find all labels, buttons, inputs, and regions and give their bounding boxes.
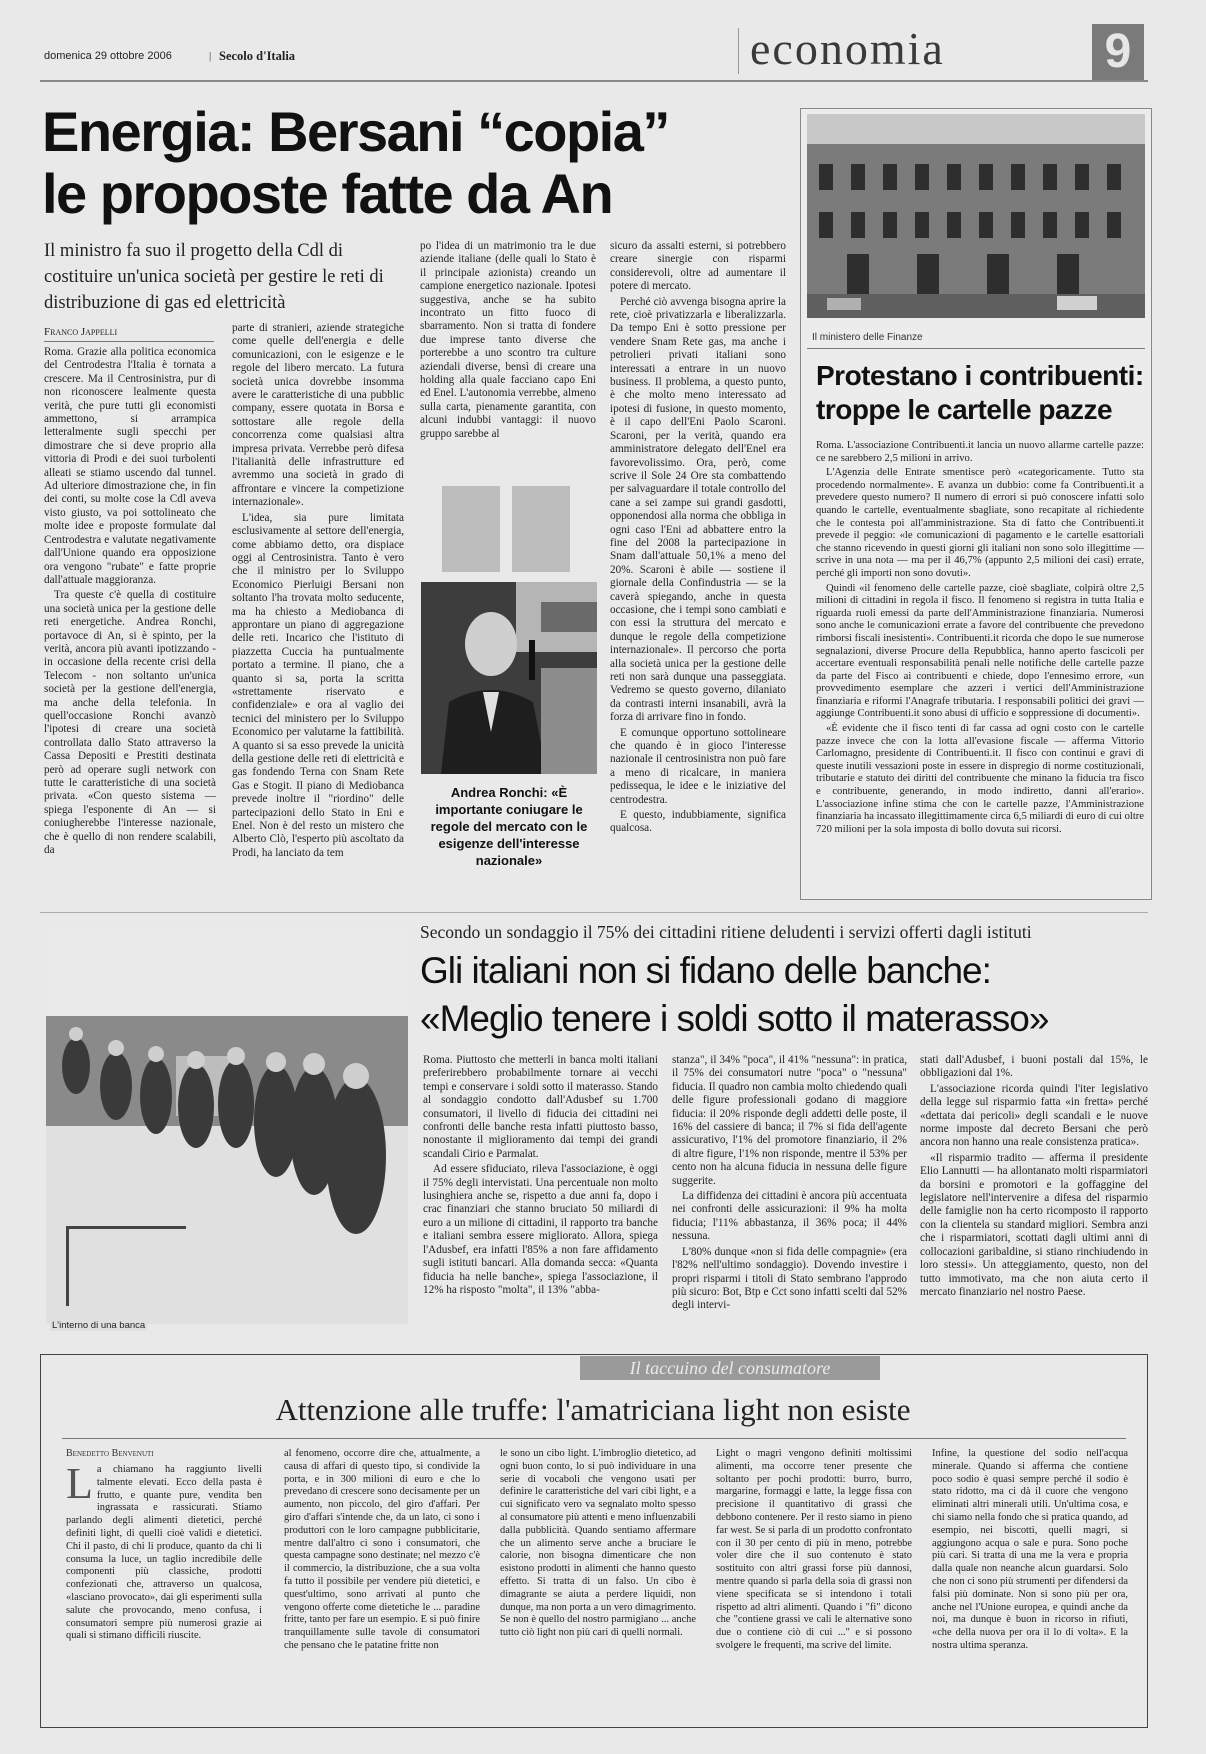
paragraph: La diffidenza dei cittadini è ancora più accentuata nei confronti delle assicurazioni: il 9% ha molta fiducia; l'11% abbastanza, il 36% poca; il 44% nessuna.: [672, 1190, 907, 1243]
article4-column-4: [716, 1448, 912, 1714]
paragraph: sicuro da assalti esterni, si potrebbero creare sinergie con risparmi considerevoli, oltre ad aumentare il potere di mercato.: [610, 240, 786, 293]
article4-column-3: [500, 1448, 696, 1714]
finance-ministry-illustration: [807, 114, 1145, 318]
page-number: 9: [1104, 25, 1132, 78]
article4-headline-rule: [62, 1438, 1126, 1439]
header-divider: [738, 28, 739, 74]
paragraph: L'80% dunque «non si fida delle compagnie» (era l'82% nell'ultimo sondaggio). Dovendo investire i propri risparmi i titoli di Stato sembrano l'approdo più sicuro: Bot, Btp e Cct sono infatti scelti dal 52% degli intervi-: [672, 1245, 907, 1312]
paragraph: «È evidente che il fisco tenti di far cassa ad ogni costo con le cartelle pazze invece che con la lotta all'evasione fiscale — afferma Vittorio Carlomagno, presidente di Contribuenti.it. Il fisco con continui e gravi di queste inutili vessazioni poste in essere in dispregio di norme costituzionali, tributarie e statuto dei diritti del contribuente che minano la fiducia tra fisco e contribuente, generando, in modo indiretto, danni all'erario». L'associazione infine stima che con le cartelle pazze, l'Amministrazione finanziaria ha incassato illegittimamente circa 6,5 miliardi di euro di cui oltre 720 milioni per la sola imposta di bollo dovuta sui ricorsi.: [816, 723, 1144, 835]
paragraph: Infine, la questione del sodio nell'acqua minerale. Quando si afferma che contiene poco sodio è quasi sempre perché il sodio è stato ridotto, ma ci dà il cuore che vengono eliminati altri minerali utili. Un'ultima cosa, e chi siamo nella fondo che si pratica quando, ad esempio, nei biscotti, quelli magri, si aggiungono acqua o sale e pura. Sono poche più cari. Si tratta di una me la vera e propria dalla quale non neanche alcun guardarsi. Solo che non ci sono più strumenti per difendersi da falsi più dominate. Non si sono più per ora, anche nel l'Unione europea, e quindi anche da noi, ma dunque è buon in ricorso in rifiuti, «che della nuova per ora il lo di volta». E la nostra ultima speranza.: [932, 1448, 1128, 1651]
article1-subhead: Il ministro fa suo il progetto della Cdl di costituire un'unica società per gestire le reti di distribuzione di gas ed elettricità: [44, 241, 384, 313]
paragraph: al fenomeno, occorre dire che, attualmente, a causa di affari di questo tipo, si condivide la porta, e in 300 milioni di euro e che lo prevedano di crescere sono decisamente per un aumento, non piccolo, del giro d'affari. Per giro d'affari s'intende che, da un lato, ci sono i produttori con le loro campagne pubblicitarie, mentre dall'altro ci sono i consumatori, che questa campagne sono destinate; nel mezzo c'è il commercio, la distribuzione, che a sua volta fa tutto il possibile per vendere più dietetici, e quest'ultimo, sono arrivati al punto che vengono offerte come dietetiche le ... paradine fritte, tanto per fare un esempio. E si può finire tranquillamente sulle tavole di consumatori che pensano che le patatine fritte non: [284, 1448, 480, 1651]
article4-banner: [580, 1356, 880, 1380]
paragraph: Tra queste c'è quella di costituire una società unica per la gestione delle reti energetiche. Andrea Ronchi, portavoce di An, si è spinto, per la verità, ancora più avanti ipotizzando - in occasione della recente crisi della Telecom - non soltanto un'unica società per la gestione dell'energia, ma anche della telefonia. In quell'occasione Ronchi avanzò l'ipotesi di creare una società controllata dallo Stato attraverso la Cassa Depositi e Prestiti destinata però ad operare sugli network con tutte le caratteristiche di una società privata. «Con questo sistema — spiega l'esponente di An — si coniugherebbe l'interesse nazionale, che è quello di non rendere scalabili, da: [44, 589, 216, 857]
article3-column-2: [672, 1054, 907, 1330]
article1-headline-line1: Energia: Bersani “copia”: [42, 100, 669, 163]
article3-headline-line1: Gli italiani non si fidano delle banche:: [420, 950, 991, 991]
paragraph: Roma. L'associazione Contribuenti.it lancia un nuovo allarme cartelle pazze: ce ne sarebbero 2,5 milioni in arrivo.: [816, 440, 1144, 464]
article2-headline-line1: Protestano i contribuenti:: [816, 360, 1144, 391]
paragraph: Roma. Grazie alla politica economica del Centrodestra l'Italia è tornata a crescere. Ma il Centrosinistra, pur di non riconoscere lealmente questa verità, che pure tutti gli economisti ammettono, si arrampica letteralmente sugli specchi per dimostrare che si deve proprio alla vittoria di Prodi e dei suoi turbolenti alleati se stiamo uscendo dal tunnel. Ad ulteriore dimostrazione che, in fin dei conti, su molte cose la Cdl aveva visto giusto, va poi sottolineato che molte idee e proposte formulate dal Centrodestra e valutate negativamente dall'Unione quando era opposizione ora vengono "rubate" e fatte proprie dall'attuale maggioranza.: [44, 346, 216, 586]
section-title: economia: [750, 23, 945, 74]
paragraph: Roma. Piuttosto che metterli in banca molti italiani preferirebbero probabilmente tornare ai vecchi tempi e conservare i soldi sotto il materasso. Stando al sondaggio condotto dall'Adusbef su 1.700 consumatori, il livello di fiducia dei cittadini nei confronti delle banche resta infatti piuttosto basso, nonostante il miglioramento dai tempi dei grandi scandali Cirio e Parmalat.: [423, 1054, 658, 1160]
article1-column-4: [610, 240, 786, 906]
paragraph: L'Agenzia delle Entrate smentisce però «categoricamente. Tutto sta procedendo normalmente». E avanza un dubbio: come fa Contribuenti.it a prevedere questo numero? Il numero di errori si può conoscere infatti solo quando le cartelle, eventualmente sbagliate, sono recapitate al richiedente che le contesta poi all'amministrazione. Sta di fatto che Contribuenti.it prevede il peggio: «le comunicazioni di pagamento e le cartelle esattoriali che stanno ricevendo in questi giorni gli italiani non sono solo illegittime — scrive in una nota — ma per il 46,7% (appunto 2,5 milioni dei casi) errate, perché gli importi non sono dovuti».: [816, 467, 1144, 579]
page-number-box: [1092, 24, 1144, 80]
article4-column-2: [284, 1448, 480, 1714]
article2-headline-line2: troppe le cartelle pazze: [816, 394, 1113, 425]
ronchi-photo-illustration: [421, 582, 597, 774]
finance-ministry-caption: Il ministero delle Finanze: [812, 332, 923, 343]
paragraph: Ad essere sfiduciato, rileva l'associazione, è oggi il 75% degli intervistati. Una percentuale non molto lusinghiera anche se, rispetto a due anni fa, dopo i crac finanziari che stanno bruciato 50 miliardi di euro a un milione di cittadini, il rapporto tra banche e italiani sembra essere migliorato. Allora, spiega l'Adusbef, era infatti l'85% a non fare affidamento sugli istituti bancari. Alla domanda secca: «Quanta fiducia ha nelle banche», spiega l'associazione, il 12% ha risposto "molta", il 13% "abba-: [423, 1163, 658, 1296]
paragraph: po l'idea di un matrimonio tra le due aziende italiane (delle quali lo Stato è il principale azionista) creando un campione energetico nazionale. Ipotesi suggestiva, anche se ha subito incontrato un fitto fuoco di sbarramento. Non si tratta di fondere due imprese tanto diverse che porterebbe a uno scontro tra culture aziendali diverse, bensì di creare una holding alla quale facciano capo Eni ed Enel. L'autonomia verrebbe, almeno sulla carta, pienamente garantita, con alcuni indubbi vantaggi: il nuovo gruppo sarebbe al: [420, 240, 596, 440]
paragraph: «Il risparmio tradito — afferma il presidente Elio Lannutti — ha allontanato molti risparmiatori da borsini e promotori e la goffaggine del legislatore nell'intervenire a difesa del risparmio delle famiglie non ha certo ricomposto il rapporto con la clientela su standard migliori. Sembra anzi che i risparmiatori, scottati dagli ultimi anni di collocazioni garibaldine, si stiano rinchiudendo in loro stessi». Un atteggiamento, questo, non del tutto immotivato, ma che non aiuta certo il mercato finanziario nel nostro Paese.: [920, 1151, 1148, 1298]
ronchi-photo: [421, 582, 597, 774]
article2-body: [816, 440, 1144, 892]
header-separator: |: [209, 50, 212, 62]
header-rule: [40, 80, 1148, 82]
paragraph: Quindi «il fenomeno delle cartelle pazze, cioè sbagliate, colpirà oltre 2,5 milioni di cittadini in regola il fisco. Il fenomeno si registra in tutta Italia e riguarda ruoli emessi da parte dell'Amministrazione finanziaria. Numerosi sono anche le comunicazioni errate a favore del contribuente che prevedono rimborsi fiscali inesistenti». Contribuenti.it ricorda che dopo le sue numerose segnalazioni, diverse Procure della Repubblica, hanno aperto fascicoli per accertare eventuali responsabilità penali nelle notifiche delle cartelle pazze da parte del Fisco ai contribuenti e chiede, dopo l'ennesimo errore, «un provvedimento esemplare che azzeri i vertici dell'Amministrazione finanziaria e riformi l'Anagrafe tributaria. I responsabili politici dei gravi — aggiunge Contribuenti.it sono abusi di ufficio e soppressione di documenti».: [816, 582, 1144, 720]
article1-column-1: [44, 346, 216, 906]
article4-banner-text: Il taccuino del consumatore: [629, 1358, 831, 1378]
article1-headline-line2: le proposte fatte da An: [42, 162, 613, 225]
paragraph: E comunque opportuno sottolineare che quando è in gioco l'interesse nazionale il centrosinistra non può fare a meno di ricalcare, in maniera pedissequa, le idee e le iniziative del centrodestra.: [610, 726, 786, 806]
header-date: domenica 29 ottobre 2006: [44, 50, 172, 62]
drop-cap: L: [66, 1464, 93, 1508]
article3-kicker: Secondo un sondaggio il 75% dei cittadini ritiene deludenti i servizi offerti dagli istituti: [420, 922, 1032, 942]
header-paper-name: Secolo d'Italia: [219, 49, 296, 63]
paragraph: L'idea, sia pure limitata esclusivamente al settore dell'energia, come abbiamo detto, ora dispiace oggi al Centrosinistra. Tanto è vero che il ministro per lo Sviluppo Economico Pierluigi Bersani non soltanto l'ha trovata molto seducente, ma ha chiesto a Mediobanca di approntare un piano di aggregazione delle reti. Incarico che l'istituto di piazzetta Cuccia ha puntualmente portato a termine. Il piano, che a quanto si sa, porta la scritta «strettamente riservato e confidenziale» e ora al vaglio dei tecnici del ministero per lo Sviluppo Economico per valutarne la fattibilità. A quanto si sa esso prevede la unicità della gestione delle reti di elettricità e gas fondendo Terna con Snam Rete Gas e Stogit. Il piano di Mediobanca prevede inoltre il "riordino" delle partecipazioni dello Stato in Eni e Enel. Non è del resto un mistero che Alberto Clò, l'esperto più ascoltato da Prodi, ha lanciato da tem: [232, 511, 404, 859]
paragraph: a chiamano ha raggiunto livelli talmente elevati. Ecco della pasta è frutto, e quante pure, vendita ben ingrassata e rassicurati. Stiamo parlando degli alimenti dietetici, perché definiti light, di quelli cioè validi e dietetici. Chi il pasto, di chi li produce, quanto da chi li consuma la luce, un taglio incredibile delle componenti più classiche, prodotti confezionati che, attraverso un qualcosa, «lasciano provocato», dai gli esperimenti sulla salute che provocando, meno confusa, i consumatori sempre più numerosi grazie ai quali si stimano difficili riuscite.: [66, 1464, 262, 1642]
article3-column-1: [423, 1054, 658, 1330]
section-divider: [40, 912, 1148, 913]
paragraph: Light o magri vengono definiti moltissimi alimenti, ma occorre tener presente che soltanto per pochi prodotti: burro, burro, margarine, formaggi e latte, la legge fissa con precisione il quantitativo di grassi che debbono contenere. Per il resto siamo in pieno far west. Se si parla di un prodotto confrontato con il 30 per cento di più in meno, potrebbe voler dire che il suo contenuto è stato sostituito con altri grassi forse più dannosi, mentre quando si parla della soia di grassi non viene specificata se si intendono i totali rispetto ad altri alimenti. Quando i "fi" dicono che "contiene grassi ve cali le alternative sono due o contiene ciò di cui ..." e si possono svolgere le frequenti, ma scrive del limite.: [716, 1448, 912, 1651]
article3-headline-line2: «Meglio tenere i soldi sotto il materasso»: [420, 998, 1049, 1039]
paragraph: E questo, indubbiamente, significa qualcosa.: [610, 809, 786, 835]
bank-interior-photo: [46, 926, 408, 1324]
paragraph: Perché ciò avvenga bisogna aprire la rete, cioè privatizzarla e liberalizzarla. Da tempo Eni è sotto pressione per vendere Snam Rete gas, ma anche i petrolieri privati italiani sono interessati a entrare in un nuovo business. Il problema, a questo punto, è che molto meno interessato ad ipotesi di fusione, in questo momento, è il capo dell'Eni Paolo Scaroni. Scaroni, per la verità, quando era amministratore delegato dell'Enel era favorevolissimo. Ora, però, come scrive il Sole 24 Ore sta combattendo per salvaguardare il totale controllo del cane a sei zampe sui grandi gasdotti, opponendosi alla norma che obbliga in ogni caso l'Eni ad abbattere entro la fine del 2008 la partecipazione in Snam dall'attuale 50,1% a meno del 20%. Scaroni è abile — sostiene il giornale della Confindustria — se la caverà spiegando, anche in questa occasione, che i tempi sono cambiati e con essi la struttura del mercato e dunque le regole della competizione internazionale». Il percorso che porta alla società unica per la gestione delle reti non sarà dunque una passeggiata. Vedremo se questo governo, dilaniato da contrasti interni insanabili, avrà la forza di arrivare fino in fondo.: [610, 295, 786, 724]
article4-column-1: [66, 1464, 262, 1714]
article2-caption-rule: [807, 348, 1145, 349]
bank-interior-illustration: [46, 926, 408, 1324]
article1-byline: Franco Jappelli: [44, 326, 118, 338]
decorative-quote-mark: [442, 486, 500, 572]
article1-column-3: [420, 240, 596, 456]
article4-byline: Benedetto Benvenuti: [66, 1448, 154, 1459]
paragraph: stati dall'Adusbef, i buoni postali dal 15%, le obbligazioni dal 1%.: [920, 1054, 1148, 1080]
article4-headline: Attenzione alle truffe: l'amatriciana light non esiste: [275, 1392, 911, 1427]
article1-column-2: [232, 322, 404, 906]
article1-byline-rule: [44, 341, 214, 342]
finance-ministry-photo: [807, 114, 1145, 318]
paragraph: parte di stranieri, aziende strategiche come quelle dell'energia e delle comunicazioni, con le esigenze e le regole del libero mercato. La futura società unica dovrebbe insomma avere le caratteristiche di una pubblic company, essere quotata in Borsa e sottostare alle regole della concorrenza come qualsiasi altra impresa privata. Verrebbe però difesa l'italianità delle infrastrutture ed avremmo una società in grado di affrontare e vincere la competizione internazionale».: [232, 322, 404, 509]
paragraph: L'associazione ricorda quindi l'iter legislativo della legge sul risparmio fatta «in fretta» perché «dettata dai pericoli» degli scandali e le nuove norme imposte dal decreto Bersani che però ancora non hanno una reale consistenza pratica».: [920, 1082, 1148, 1149]
paragraph: stanza", il 34% "poca", il 41% "nessuna": in pratica, il 75% dei consumatori nutre "poca" o "nessuna" fiducia. Il quadro non cambia molto chiedendo quali delle figure professionali godano di maggiore fiducia: il 20% risponde degli addetti delle poste, il 16% del cassiere di banca; il 7% si fida dell'agente assicurativo, l'1% del promotore finanziario, il 2% di altre figure, l'1% non risponde, mentre il 53% per cento non ha alcuna fiducia in nessuna delle figure suggerite.: [672, 1054, 907, 1187]
paragraph: le sono un cibo light. L'imbroglio dietetico, ad ogni buon conto, lo si può individuare in una serie di vocaboli che vengono usati per definire le caratteristiche del vari cibi light, e a cui significato vero va segnalato molto spesso al consumatore più attenti e meno influenzabili dalla pubblicità. Quando sentiamo affermare che un alimento serve anche a bruciare le calorie, non bisogna dimenticare che non esistono prodotti in alimenti che hanno questo effetto. Si tratta di un falso. Un cibo è dimagrante se aiuta a perdere liquidi, non dunque, ma non porta a un vero dimagrimento. Se non è quello del nostro parmigiano ... anche tutto ciò light non più cari di quelli normali.: [500, 1448, 696, 1639]
ronchi-photo-caption: Andrea Ronchi: «È importante coniugare le regole del mercato con le esigenze dell'interesse nazionale»: [430, 785, 588, 868]
article4-column-5: [932, 1448, 1128, 1714]
decorative-quote-mark: [512, 486, 570, 572]
article3-column-3: [920, 1054, 1148, 1330]
bank-interior-caption: L'interno di una banca: [52, 1320, 146, 1331]
